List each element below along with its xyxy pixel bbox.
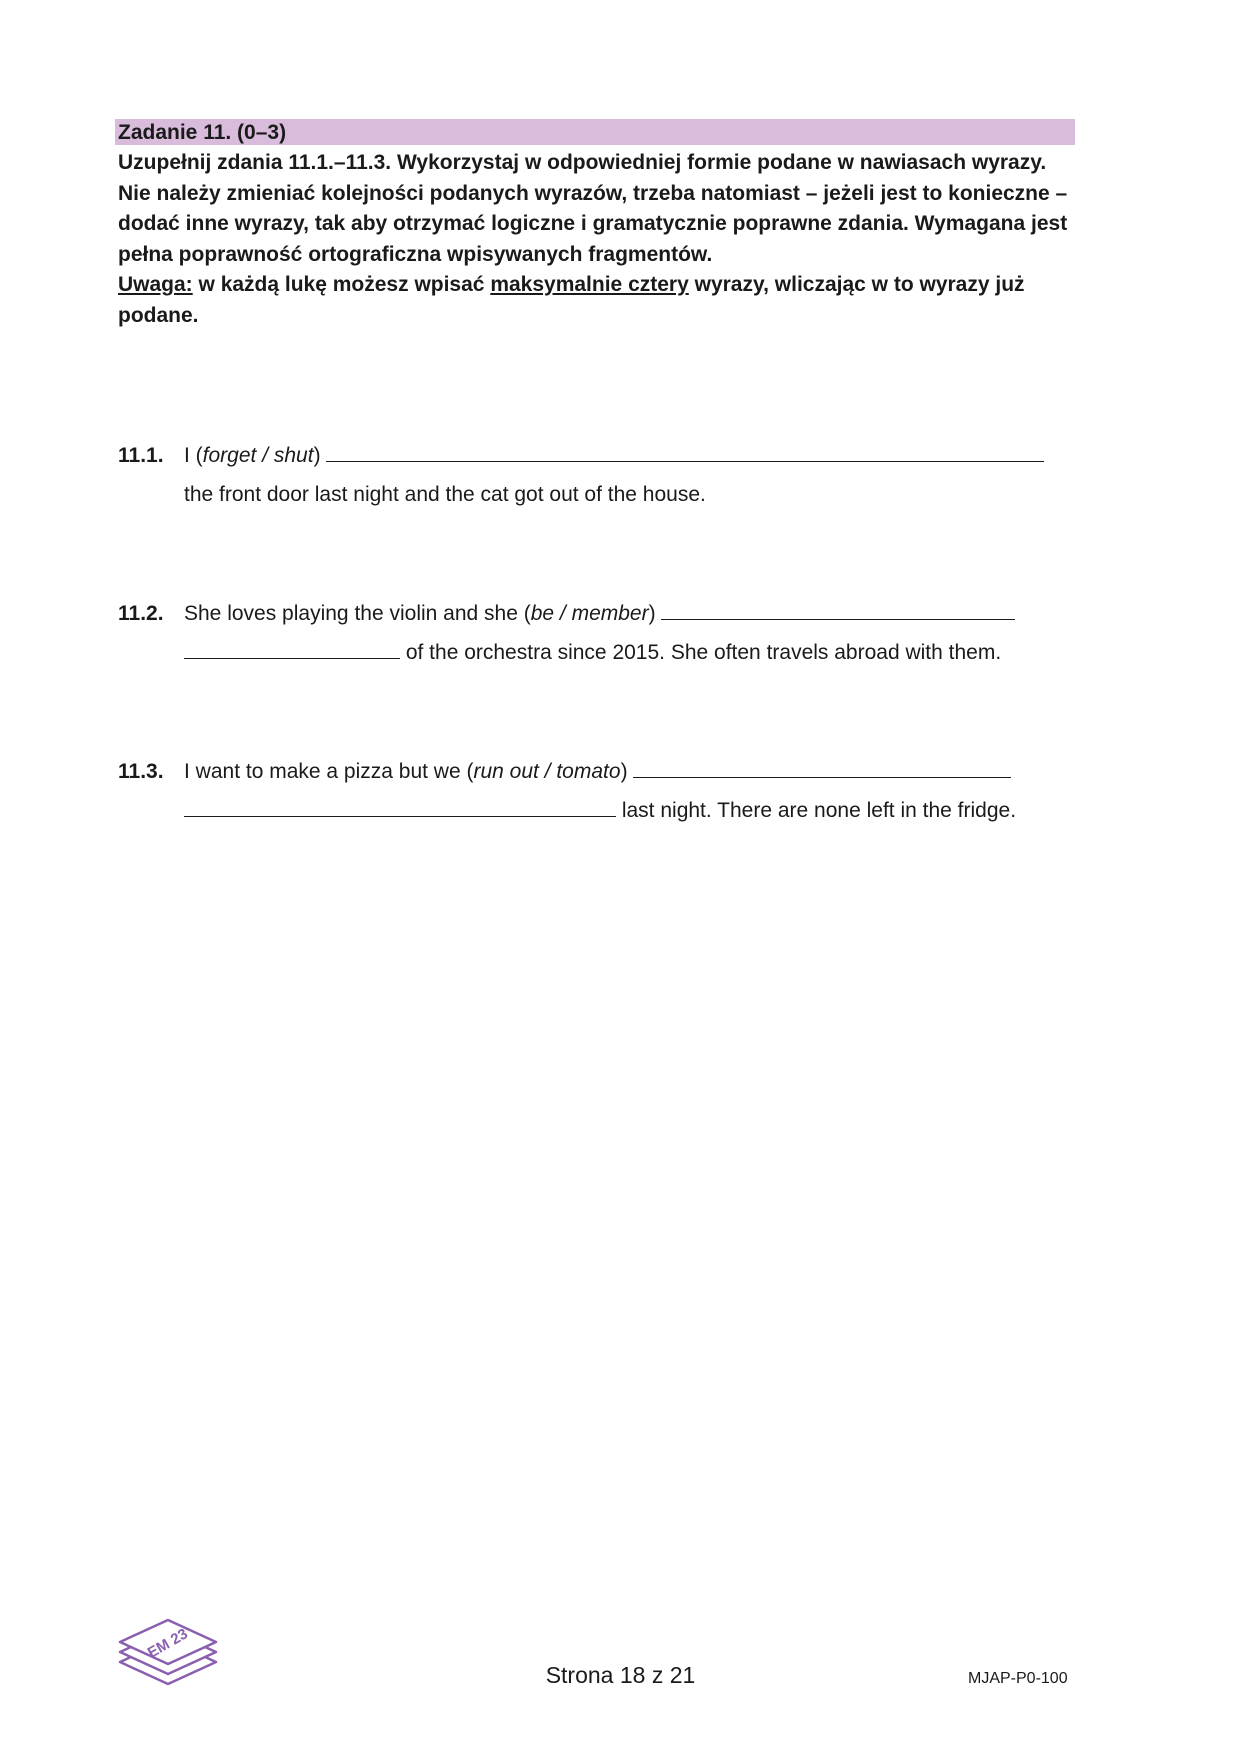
item-line-2 bbox=[184, 791, 1016, 831]
item-number: 11.3. bbox=[118, 760, 164, 783]
item-number: 11.2. bbox=[118, 602, 164, 625]
note-emphasis: maksymalnie cztery bbox=[490, 273, 689, 296]
answer-blank-11-2a[interactable] bbox=[661, 597, 1015, 620]
item-continuation: of the orchestra since 2015. She often travels abroad with them. bbox=[400, 641, 1002, 664]
item-number: 11.1. bbox=[118, 444, 164, 467]
document-code: MJAP-P0-100 bbox=[968, 1670, 1068, 1687]
item-line-1 bbox=[184, 594, 1015, 634]
item-line-1 bbox=[184, 436, 1044, 476]
answer-blank-11-2b[interactable] bbox=[184, 636, 400, 659]
note-label: Uwaga: bbox=[118, 273, 193, 296]
item-text-after: ) bbox=[620, 760, 634, 783]
item-hint: be / member bbox=[530, 602, 649, 625]
item-line-2: the front door last night and the cat got out of the house. bbox=[184, 483, 706, 506]
instruction-note bbox=[118, 270, 1073, 331]
answer-blank-11-3b[interactable] bbox=[184, 794, 616, 817]
logo-text: EM 23 bbox=[144, 1625, 191, 1662]
page-number: Strona 18 z 21 bbox=[545, 1662, 696, 1688]
item-hint: forget / shut bbox=[202, 444, 314, 467]
task-title: Zadanie 11. (0–3) bbox=[118, 121, 287, 144]
note-part2: wyrazy, wliczając w to wyrazy już podane. bbox=[118, 273, 1025, 327]
item-text-before: I ( bbox=[184, 444, 203, 467]
item-hint: run out / tomato bbox=[473, 760, 621, 783]
note-part1: w każdą lukę możesz wpisać bbox=[192, 273, 491, 296]
instruction-main: Uzupełnij zdania 11.1.–11.3. Wykorzystaj w odpowiedniej formie podane w nawiasach wyrazy. Nie należy zmieniać kolejności podanych wyrazów, trzeba natomiast – jeżeli jest to konieczne – dodać inne wyrazy, tak aby otrzymać logiczne i gramatycznie poprawne zdania. Wymagana jest pełna poprawność ortograficzna wpisywanych fragmentów. bbox=[118, 151, 1068, 266]
item-continuation: last night. There are none left in the fridge. bbox=[616, 799, 1017, 822]
task-instructions bbox=[118, 148, 1073, 331]
item-text-after: ) bbox=[648, 602, 662, 625]
item-text-after: ) bbox=[313, 444, 327, 467]
item-line-1 bbox=[184, 752, 1011, 792]
item-text-before: She loves playing the violin and she ( bbox=[184, 602, 531, 625]
item-text-before: I want to make a pizza but we ( bbox=[184, 760, 474, 783]
item-line-2 bbox=[184, 633, 1001, 673]
answer-blank-11-3a[interactable] bbox=[633, 755, 1011, 778]
answer-blank-11-1[interactable] bbox=[326, 439, 1044, 462]
